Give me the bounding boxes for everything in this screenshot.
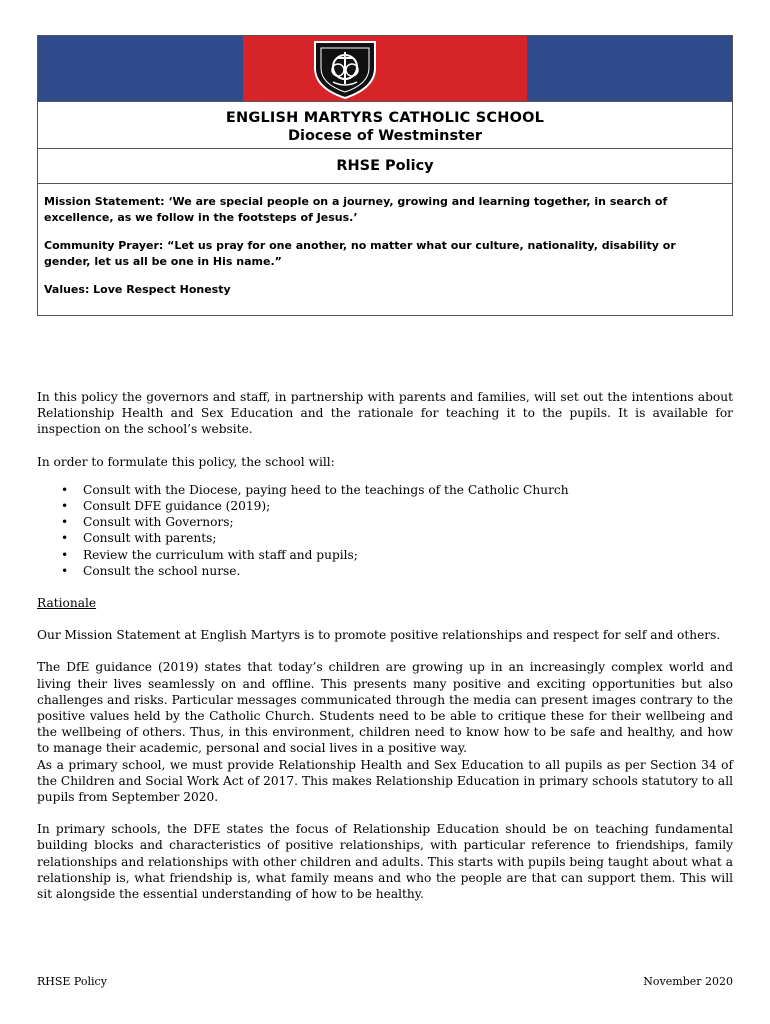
bullet-icon: •: [61, 531, 69, 546]
consultation-list: [37, 482, 733, 579]
school-crest-icon: [311, 38, 379, 100]
bullet-icon: •: [61, 499, 69, 514]
bullet-icon: •: [61, 547, 69, 562]
list-item: • Consult with parents;: [61, 531, 217, 546]
school-values: Values: Love Respect Honesty: [44, 283, 231, 296]
rationale-paragraph-2: The DfE guidance (2019) states that today’s children are growing up in an increasingly complex world and living their lives seamlessly on and offline. This presents many positive and exciting opportunities but also challenges and risks. Particular messages communicated through the media can present images contrary to the positive values held by the Catholic Church. Students need to be able to critique these for their wellbeing and the wellbeing of others. Thus, in this environment, children need to know how to be safe and healthy, and how to manage their academic, personal and social lives in a positive way.: [37, 660, 733, 756]
policy-title: RHSE Policy: [38, 148, 732, 184]
list-item: • Consult the school nurse.: [61, 563, 241, 578]
page-footer: [37, 975, 733, 988]
policy-body: [37, 389, 733, 918]
rationale-paragraph-1: Our Mission Statement at English Martyrs is to promote positive relationships and respect for self and others.: [37, 628, 721, 643]
list-item: • Consult DFE guidance (2019);: [61, 499, 271, 514]
footer-right: November 2020: [643, 975, 733, 988]
school-name: ENGLISH MARTYRS CATHOLIC SCHOOL: [225, 110, 545, 126]
bullet-icon: •: [61, 563, 69, 578]
mission-statement: Mission Statement: ‘We are special people on a journey, growing and learning together, in search of excellence, as we follow in the footsteps of Jesus.’: [44, 195, 668, 224]
list-item: • Review the curriculum with staff and pupils;: [61, 547, 358, 562]
mission-block: [44, 194, 724, 310]
header-box: [37, 35, 733, 316]
bullet-icon: •: [61, 482, 69, 497]
list-item: • Consult with Governors;: [61, 515, 234, 530]
list-item: • Consult with the Diocese, paying heed to the teachings of the Catholic Church: [61, 482, 569, 497]
intro-paragraph: In this policy the governors and staff, in partnership with parents and families, will set out the intentions about Relationship Health and Sex Education and the rationale for teaching it to the pupils. It is available for inspection on the school’s website.: [37, 390, 733, 437]
formulate-intro: In order to formulate this policy, the school will:: [37, 454, 335, 469]
diocese-name: Diocese of Westminster: [287, 128, 483, 144]
banner-blue-left: [38, 36, 243, 101]
header-banner: [38, 36, 732, 101]
bullet-icon: •: [61, 515, 69, 530]
rationale-heading: Rationale: [37, 596, 97, 611]
community-prayer: Community Prayer: “Let us pray for one another, no matter what our culture, nationality, disability or gender, let us all be one in His name.”: [44, 239, 676, 268]
banner-blue-right: [527, 36, 732, 101]
rationale-paragraph-3: As a primary school, we must provide Relationship Health and Sex Education to all pupils as per Section 34 of the Children and Social Work Act of 2017. This makes Relationship Education in primary schools statutory to all pupils from September 2020.: [37, 757, 733, 805]
footer-left: RHSE Policy: [37, 975, 107, 988]
rationale-paragraph-4: In primary schools, the DFE states the focus of Relationship Education should be on teaching fundamental building blocks and characteristics of positive relationships, with particular reference to friendships, family relationships and relationships with other children and adults. This starts with pupils being taught about what a relationship is, what friendship is, what family means and who the people are that can support them. This will sit alongside the essential understanding of how to be healthy.: [37, 822, 733, 902]
banner-red-center: [243, 36, 527, 101]
